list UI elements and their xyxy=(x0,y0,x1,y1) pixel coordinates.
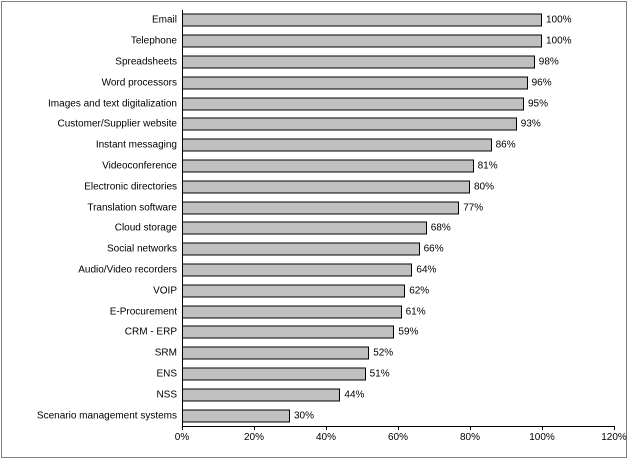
x-tick-label: 80% xyxy=(459,432,481,443)
category-label: SRM xyxy=(154,347,177,359)
x-tick xyxy=(398,426,399,430)
x-tick xyxy=(470,426,471,430)
bar-value-label: 93% xyxy=(520,118,541,130)
bar-row xyxy=(130,31,614,52)
bar xyxy=(182,76,528,89)
bar-value-label: 95% xyxy=(528,98,549,110)
bar-value-label: 61% xyxy=(405,306,426,318)
bar xyxy=(182,388,340,401)
category-label: CRM - ERP xyxy=(124,326,177,338)
bar-row xyxy=(101,72,614,93)
bar-value-label: 86% xyxy=(495,139,516,151)
bar xyxy=(182,180,470,193)
category-label: Cloud storage xyxy=(114,222,177,234)
bar xyxy=(182,243,420,256)
bar-row xyxy=(106,239,614,260)
category-label: Electronic directories xyxy=(84,181,177,193)
bar-row xyxy=(95,135,614,156)
bar-value-label: 64% xyxy=(416,264,437,276)
bar xyxy=(182,55,535,68)
bar-row xyxy=(57,114,614,135)
bar-row xyxy=(154,343,614,364)
bar-value-label: 68% xyxy=(430,222,451,234)
bar-row xyxy=(115,52,614,73)
x-tick xyxy=(254,426,255,430)
x-tick-label: 0% xyxy=(174,432,190,443)
bar-row xyxy=(109,301,614,322)
x-tick-label: 120% xyxy=(601,432,627,443)
x-tick-label: 60% xyxy=(387,432,409,443)
category-label: Word processors xyxy=(101,77,177,89)
bar xyxy=(182,367,366,380)
category-label: Videoconference xyxy=(102,160,177,172)
category-label: Telephone xyxy=(130,35,177,47)
category-label: Images and text digitalization xyxy=(48,98,177,110)
category-label: Scenario management systems xyxy=(36,410,177,422)
bar-row xyxy=(78,260,614,281)
bar-row xyxy=(114,218,614,239)
bar-value-label: 30% xyxy=(294,410,315,422)
bar-rows xyxy=(36,10,614,426)
bar-row xyxy=(124,322,614,343)
x-axis-ticks xyxy=(174,426,627,456)
bar xyxy=(182,14,542,27)
bar-row xyxy=(151,10,614,31)
bar-value-label: 59% xyxy=(398,326,419,338)
bar xyxy=(182,118,517,131)
bar xyxy=(182,347,369,360)
bar-value-label: 52% xyxy=(373,347,394,359)
category-label: E-Procurement xyxy=(109,306,177,318)
bar-value-label: 81% xyxy=(477,160,498,172)
bar xyxy=(182,222,427,235)
x-tick xyxy=(182,426,183,430)
bar xyxy=(182,284,405,297)
x-tick-label: 100% xyxy=(529,432,555,443)
x-tick-label: 20% xyxy=(243,432,265,443)
bar xyxy=(182,263,412,276)
bar-row xyxy=(84,176,614,197)
bar xyxy=(182,139,492,152)
bar-value-label: 96% xyxy=(531,77,552,89)
category-label: NSS xyxy=(156,389,177,401)
category-label: Audio/Video recorders xyxy=(78,264,177,276)
bar xyxy=(182,201,459,214)
bar-value-label: 80% xyxy=(474,181,495,193)
bar xyxy=(182,35,542,48)
category-label: ENS xyxy=(156,368,177,380)
bar-row xyxy=(156,384,614,405)
bar xyxy=(182,409,290,422)
bar xyxy=(182,159,474,172)
bar xyxy=(182,326,394,339)
bar-row xyxy=(153,280,614,301)
category-label: Spreadsheets xyxy=(115,56,177,68)
bar xyxy=(182,305,402,318)
bar-value-label: 62% xyxy=(409,285,430,297)
bar-row xyxy=(48,93,614,114)
x-tick xyxy=(326,426,327,430)
category-label: Social networks xyxy=(106,243,177,255)
bar-value-label: 98% xyxy=(538,56,559,68)
category-label: Translation software xyxy=(87,202,177,214)
category-label: Instant messaging xyxy=(95,139,177,151)
bar-row xyxy=(36,405,614,426)
category-label: Customer/Supplier website xyxy=(57,118,177,130)
bar xyxy=(182,97,524,110)
x-tick xyxy=(542,426,543,430)
bar-value-label: 100% xyxy=(546,14,572,26)
category-label: VOIP xyxy=(153,285,177,297)
bar-value-label: 51% xyxy=(369,368,390,380)
bar-row xyxy=(102,156,614,177)
category-label: Email xyxy=(151,14,177,26)
x-tick-label: 40% xyxy=(315,432,337,443)
bar-value-label: 44% xyxy=(344,389,365,401)
x-tick xyxy=(614,426,615,430)
bar-row xyxy=(156,364,614,385)
bar-value-label: 66% xyxy=(423,243,444,255)
bar-row xyxy=(87,197,614,218)
bar-value-label: 77% xyxy=(463,202,484,214)
bar-value-label: 100% xyxy=(546,35,572,47)
